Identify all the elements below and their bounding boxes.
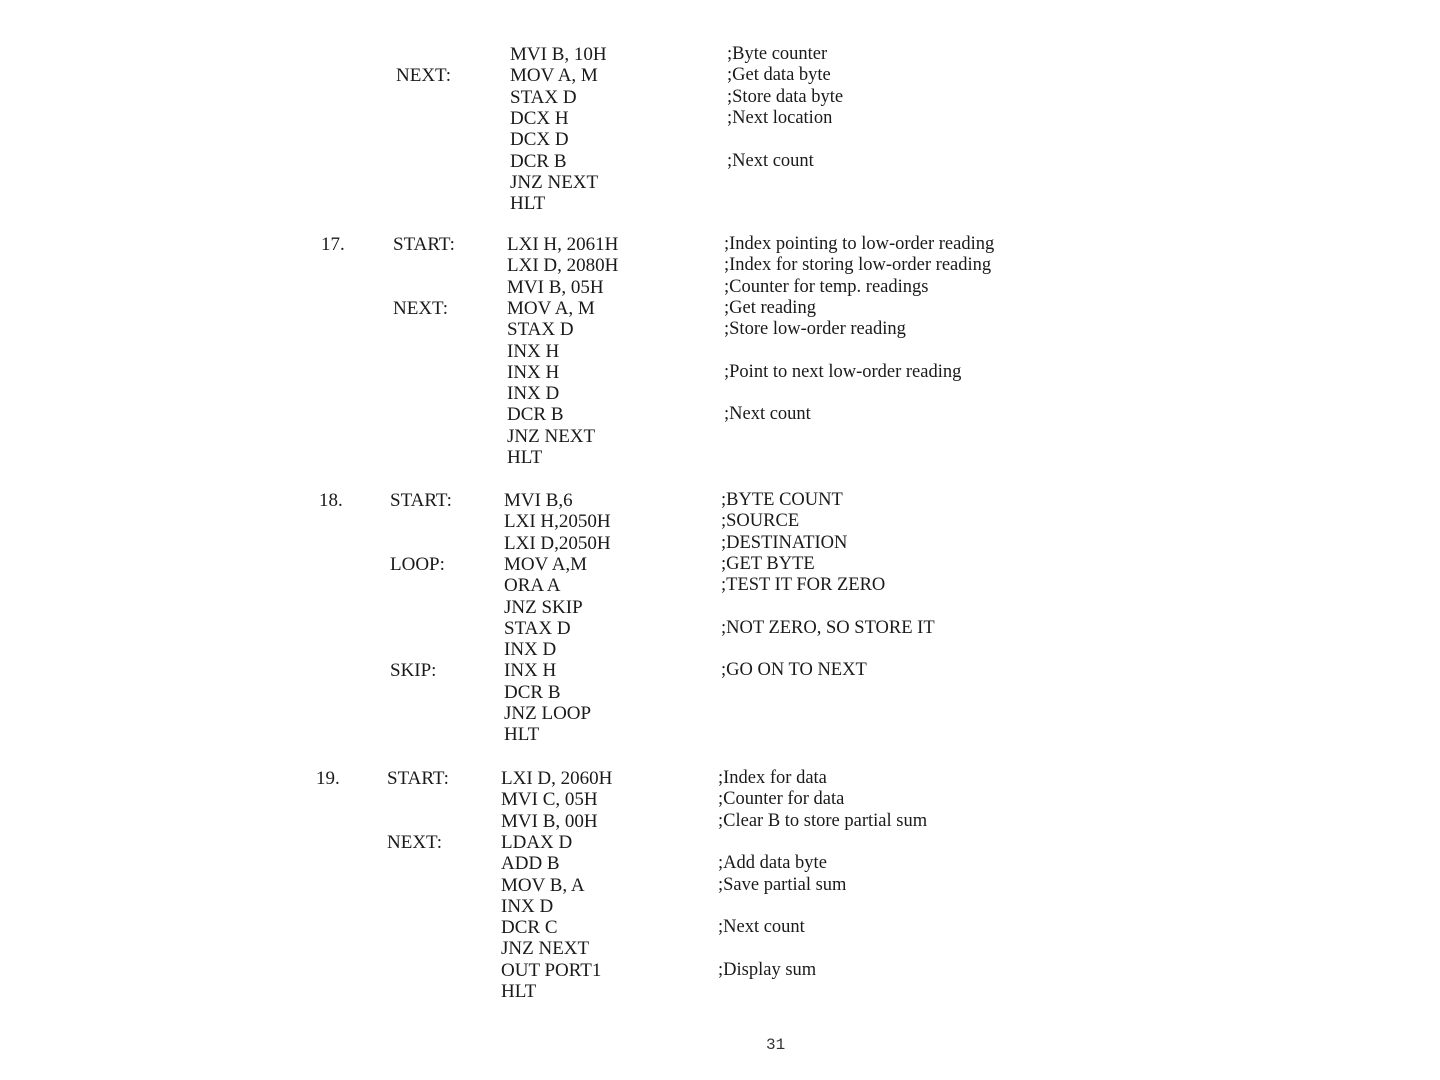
code-comment: ;Point to next low-order reading xyxy=(724,361,962,382)
code-comment: ;Save partial sum xyxy=(718,874,847,895)
code-comment: ;Get reading xyxy=(724,297,816,318)
code-comment: ;SOURCE xyxy=(721,511,800,532)
code-instruction: OUT PORT1 xyxy=(501,959,602,981)
code-comment: ;Index pointing to low-order reading xyxy=(724,234,995,254)
code-comment: ;Next count xyxy=(727,150,814,171)
code-instruction: LXI D, 2080H xyxy=(507,255,619,277)
code-instruction: MVI B, 05H xyxy=(507,276,604,298)
code-instruction: LDAX D xyxy=(501,831,573,853)
code-instruction: INX H xyxy=(504,660,557,682)
code-comment: ;Counter for data xyxy=(718,789,845,810)
code-comment: ;Index for storing low-order reading xyxy=(724,255,992,276)
code-instruction: MVI B, 00H xyxy=(501,810,598,832)
code-comment: ;DESTINATION xyxy=(721,532,848,553)
code-instruction: MVI C, 05H xyxy=(501,789,598,811)
code-instruction: MVI B,6 xyxy=(504,490,573,511)
code-label: NEXT: xyxy=(387,831,442,853)
code-instruction: LXI H, 2061H xyxy=(507,234,619,255)
code-label: LOOP: xyxy=(390,553,445,575)
code-comment: ;Next count xyxy=(718,917,805,938)
code-comment: ;Store data byte xyxy=(727,86,844,107)
code-comment: ;NOT ZERO, SO STORE IT xyxy=(721,617,935,638)
code-instruction: DCR B xyxy=(510,150,567,172)
code-instruction: MOV B, A xyxy=(501,874,585,896)
code-comment: ;TEST IT FOR ZERO xyxy=(721,575,886,596)
exercise-number: 17. xyxy=(321,234,345,255)
code-instruction: INX D xyxy=(504,639,557,661)
code-label: START: xyxy=(393,234,455,255)
code-instruction: ADD B xyxy=(501,853,560,875)
page-number: 31 xyxy=(766,1036,786,1054)
code-instruction: DCX D xyxy=(510,129,569,151)
code-comment: ;Clear B to store partial sum xyxy=(718,810,928,831)
code-instruction: INX H xyxy=(507,361,560,383)
code-instruction: INX D xyxy=(501,895,554,917)
code-instruction: MVI B, 10H xyxy=(510,44,607,65)
code-comment: ;GO ON TO NEXT xyxy=(721,660,867,681)
code-instruction: JNZ NEXT xyxy=(507,425,596,447)
exercise-number: 19. xyxy=(316,768,340,789)
code-comment: ;BYTE COUNT xyxy=(721,490,843,510)
code-instruction: JNZ NEXT xyxy=(510,171,599,193)
code-comment: ;Counter for temp. readings xyxy=(724,276,929,297)
code-instruction: MOV A,M xyxy=(504,553,588,575)
code-comment: ;Add data byte xyxy=(718,853,827,874)
code-instruction: JNZ LOOP xyxy=(504,703,592,724)
code-instruction: DCX H xyxy=(510,107,569,129)
code-instruction: STAX D xyxy=(504,617,571,639)
code-instruction: HLT xyxy=(510,193,546,215)
code-instruction: HLT xyxy=(501,981,537,1002)
code-label: NEXT: xyxy=(396,65,451,87)
code-label: START: xyxy=(390,490,452,511)
code-instruction: LXI D,2050H xyxy=(504,532,611,554)
code-label: NEXT: xyxy=(393,297,448,319)
code-comment: ;GET BYTE xyxy=(721,553,815,574)
code-instruction: JNZ SKIP xyxy=(504,596,583,618)
code-instruction: MOV A, M xyxy=(510,65,598,87)
code-instruction: DCR B xyxy=(507,404,564,426)
code-instruction: INX H xyxy=(507,340,560,362)
code-comment: ;Next count xyxy=(724,404,811,425)
code-instruction: DCR C xyxy=(501,917,558,939)
code-label: START: xyxy=(387,768,449,789)
code-instruction: HLT xyxy=(504,724,540,746)
code-comment: ;Get data byte xyxy=(727,65,831,86)
code-instruction: JNZ NEXT xyxy=(501,938,590,960)
code-instruction: MOV A, M xyxy=(507,297,595,319)
code-instruction: LXI H,2050H xyxy=(504,511,611,533)
code-instruction: LXI D, 2060H xyxy=(501,768,613,789)
code-comment: ;Display sum xyxy=(718,959,817,980)
code-instruction: INX D xyxy=(507,383,560,405)
exercise-number: 18. xyxy=(319,490,343,511)
code-instruction: STAX D xyxy=(507,319,574,341)
code-comment: ;Store low-order reading xyxy=(724,319,906,340)
code-instruction: STAX D xyxy=(510,86,577,108)
code-comment: ;Byte counter xyxy=(727,44,828,64)
code-instruction: ORA A xyxy=(504,575,561,597)
code-instruction: HLT xyxy=(507,447,543,468)
code-comment: ;Next location xyxy=(727,107,833,128)
code-label: SKIP: xyxy=(390,660,437,682)
code-instruction: DCR B xyxy=(504,681,561,703)
code-comment: ;Index for data xyxy=(718,768,827,788)
